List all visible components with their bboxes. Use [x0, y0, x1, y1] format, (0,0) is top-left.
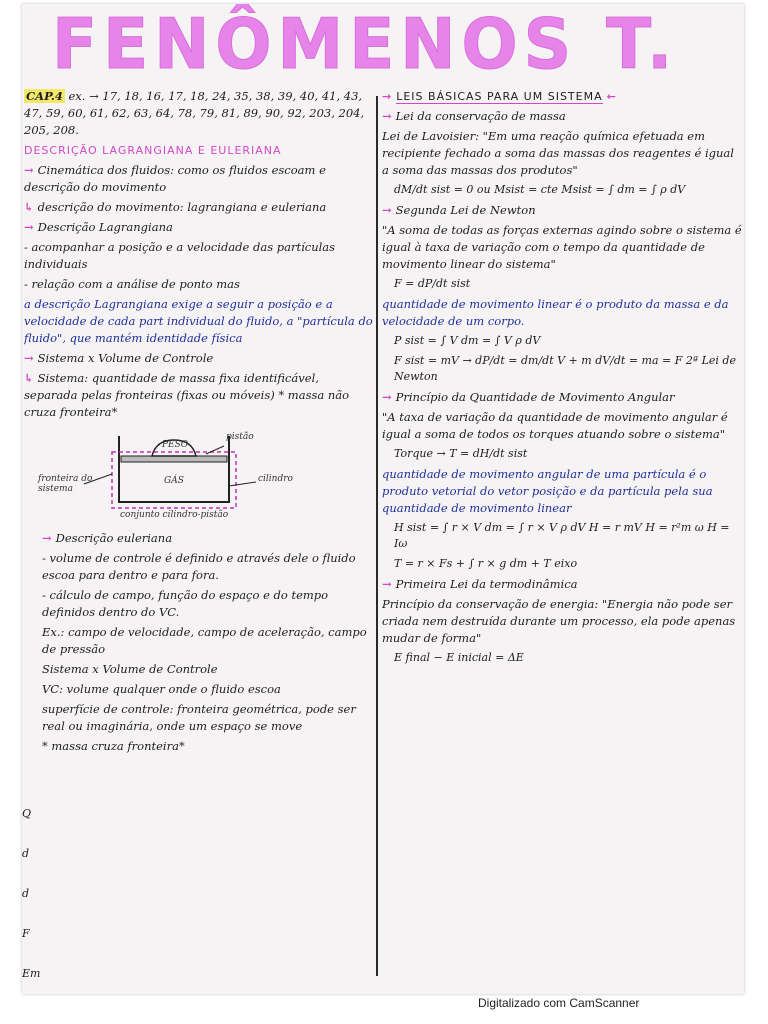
chapter-list-3: 205, 208. — [24, 123, 79, 137]
momentum-equation: P sist = ∫ V dm = ∫ V ρ dV — [394, 334, 541, 347]
margin-note-1: Q — [22, 807, 32, 820]
law-mass-conservation: → Lei da conservação de massa — [382, 109, 566, 123]
arrow-icon: ← — [606, 90, 617, 103]
scanner-footer: Digitalizado com CamScanner — [478, 996, 640, 1010]
notebook-page — [22, 4, 744, 994]
energy-conservation: Princípio da conservação de energia: "Energia não pode ser criada nem destruída durante um processo, ela pode apenas mudar de forma" — [382, 597, 736, 645]
arrow-icon: → — [382, 90, 393, 103]
right-column — [382, 88, 742, 988]
note-cv-def: VC: volume qualquer onde o fluido escoa — [42, 682, 281, 696]
angular-momentum-equation: H sist = ∫ r × V dm = ∫ r × V ρ dV H = r mV H = r²m ω H = Iω — [394, 521, 730, 550]
newton-derivation: F sist = mV → dP/dt = dm/dt V + m dV/dt = ma = F 2ª Lei de Newton — [394, 354, 736, 383]
chapter-exercises — [24, 88, 374, 139]
note-eulerian-1: - volume de controle é definido e através dele o fluido escoa para dentro e para fora. — [42, 551, 356, 582]
arrow-icon: → — [382, 577, 392, 591]
margin-note-3: d — [22, 887, 30, 900]
note-system-def: ↳ Sistema: quantidade de massa fixa identificável, separada pelas fronteiras (fixas ou móveis) * massa não cruza fronteira* — [24, 371, 350, 419]
chapter-tag: CAP.4 — [26, 89, 63, 103]
torque-equation: Torque → T = dH/dt sist — [394, 447, 528, 460]
angular-definition: quantidade de movimento angular de uma partícula é o produto vetorial do vetor posição e da partícula pela sua quantidade de movimento linear — [382, 467, 713, 515]
energy-equation: E final − E inicial = ΔE — [394, 651, 524, 664]
newton-statement: "A soma de todas as forças externas agindo sobre o sistema é igual à taxa de variação com o tempo da quantidade de movimento linear do sistema" — [382, 223, 742, 271]
diagram-assembly-label: conjunto cilindro-pistão — [120, 510, 229, 520]
arrow-icon: → — [24, 163, 34, 177]
diagram-cylinder-label: cilindro — [258, 474, 293, 484]
arrow-icon: ↳ — [24, 200, 34, 214]
margin-notes — [22, 794, 44, 994]
angular-statement: "A taxa de variação da quantidade de movimento angular é igual a soma de todos os torques atuando sobre o sistema" — [382, 410, 728, 441]
note-kinematics: → Cinemática dos fluidos: como os fluidos escoam e descrição do movimento — [24, 163, 326, 194]
arrow-icon: → — [382, 109, 392, 123]
page-title: FENÔMENOS T. — [52, 4, 679, 85]
note-system-cv: → Sistema x Volume de Controle — [24, 351, 214, 365]
note-lagrangian-2: - relação com a análise de ponto mas — [24, 277, 240, 291]
mass-equation: dM/dt sist = 0 ou Msist = cte Msist = ∫ dm = ∫ ρ dV — [394, 183, 686, 196]
right-heading: → LEIS BÁSICAS PARA UM SISTEMA ← — [382, 90, 617, 103]
arrow-icon: → — [24, 220, 34, 234]
note-system-cv-2: Sistema x Volume de Controle — [42, 662, 218, 676]
newton-second-law: → Segunda Lei de Newton — [382, 203, 536, 217]
chapter-list-1: ex. → 17, 18, 16, 17, 18, 24, 35, 38, 39, 40, 41, 43, — [68, 89, 363, 103]
note-lagrangian-3: a descrição Lagrangiana exige a seguir a posição e a velocidade de cada part individual do fluido, a "partícula do fluido", que mantém identidade física — [24, 297, 373, 345]
arrow-icon: → — [24, 351, 34, 365]
margin-note-2: d — [22, 847, 30, 860]
note-mass-crosses: * massa cruza fronteira* — [42, 739, 185, 753]
diagram-piston-label: pistão — [226, 432, 254, 442]
torque-sum-equation: T = r × Fs + ∫ r × g dm + T eixo — [394, 557, 578, 570]
angular-momentum-heading: → Princípio da Quantidade de Movimento Angular — [382, 390, 675, 404]
lavoisier-law: Lei de Lavoisier: "Em uma reação química efetuada em recipiente fechado a soma das massas dos reagentes é igual a soma das massas dos produtos" — [382, 129, 734, 177]
margin-note-5: Em — [22, 967, 41, 980]
note-lagrangian-1: - acompanhar a posição e a velocidade das partículas individuais — [24, 240, 336, 271]
section-heading: DESCRIÇÃO LAGRANGIANA E EULERIANA — [24, 144, 282, 157]
diagram-gas-label: GÁS — [164, 476, 184, 486]
arrow-icon: → — [382, 390, 392, 404]
column-divider — [376, 96, 378, 976]
force-equation: F = dP/dt sist — [394, 277, 471, 290]
note-eulerian-2: - cálculo de campo, função do espaço e do tempo definidos dentro do VC. — [42, 588, 329, 619]
note-eulerian-heading: → Descrição euleriana — [42, 531, 173, 545]
margin-note-4: F — [22, 927, 30, 940]
piston-cylinder-diagram — [24, 424, 374, 524]
arrow-icon: → — [42, 531, 52, 545]
arrow-icon: ↳ — [24, 371, 34, 385]
note-lagrangian-heading: → Descrição Lagrangiana — [24, 220, 173, 234]
thermo-first-law: → Primeira Lei da termodinâmica — [382, 577, 578, 591]
diagram-weight-label: PESO — [162, 440, 189, 450]
momentum-definition: quantidade de movimento linear é o produto da massa e da velocidade de um corpo. — [382, 297, 729, 328]
arrow-icon: → — [382, 203, 392, 217]
diagram-boundary-label: fronteira do sistema — [38, 474, 93, 494]
chapter-list-2: 47, 59, 60, 61, 62, 63, 64, 78, 79, 81, 89, 90, 92, 203, 204, — [24, 106, 365, 120]
note-eulerian-3: Ex.: campo de velocidade, campo de aceleração, campo de pressão — [42, 625, 367, 656]
note-control-surface: superfície de controle: fronteira geométrica, pode ser real ou imaginária, onde um espaço se move — [42, 702, 356, 733]
left-column — [24, 88, 374, 988]
note-description: ↳ descrição do movimento: lagrangiana e euleriana — [24, 200, 327, 214]
